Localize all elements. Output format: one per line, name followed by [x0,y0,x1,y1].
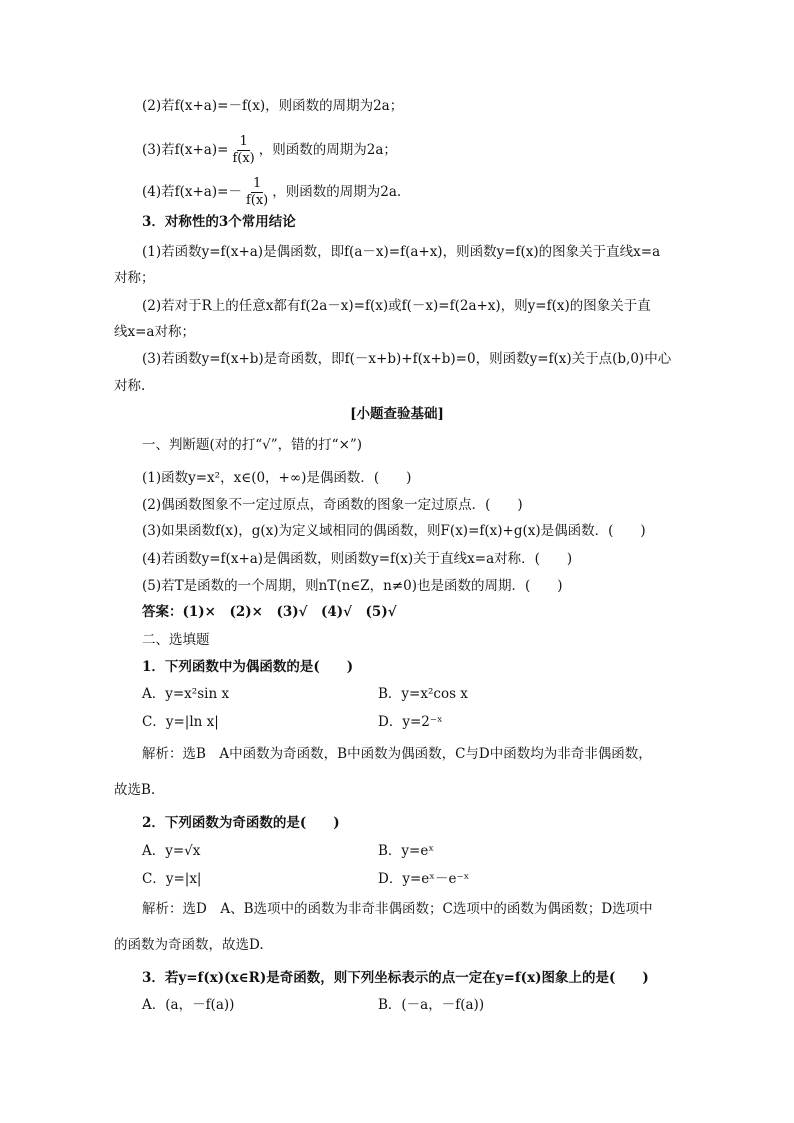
fraction-denominator: f(x) [232,151,255,166]
periodicity-item-4 [142,176,401,209]
periodicity-item-3-suffix: ，则函数的周期为2a； [258,142,397,158]
q2-option-c: C．y=|x| [142,871,202,887]
q2-option-a: A．y=√x [142,843,201,859]
q3-option-b: B．(－a，－f(a)) [378,997,485,1013]
q2-analysis-line1: 解析：选D A、B选项中的函数为非奇非偶函数；C选项中的函数为偶函数；D选项中 [142,901,653,917]
symmetry-p3-line1: (3)若函数y=f(x+b)是奇函数，即f(－x+b)+f(x+b)=0，则函数y=f(x)关于点(b,0)中心 [142,351,672,367]
q2-option-b: B．y=eˣ [378,843,435,859]
judge-answer: 答案：(1)× (2)× (3)√ (4)√ (5)√ [142,604,397,620]
q1-option-b: B．y=x²cos x [378,686,468,702]
judge-item: (1)函数y=x²，x∈(0，+∞)是偶函数．( ) [142,470,412,486]
judge-item: (4)若函数y=f(x+a)是偶函数，则函数y=f(x)关于直线x=a对称．( ) [142,551,573,567]
question-2-stem: 2．下列函数为奇函数的是( ) [142,815,340,831]
q3-option-a: A．(a，－f(a)) [142,997,235,1013]
q1-option-d: D．y=2⁻ˣ [378,714,443,730]
q1-option-c: C．y=|ln x| [142,714,219,730]
fraction-1-over-fx [244,176,270,209]
judge-item: (5)若T是函数的一个周期，则nT(n∈Z，n≠0)也是函数的周期．( ) [142,578,563,594]
q2-option-d: D．y=eˣ－e⁻ˣ [378,871,470,887]
fraction-denominator: f(x) [245,193,269,208]
question-3-stem: 3．若y=f(x)(x∈R)是奇函数，则下列坐标表示的点一定在y=f(x)图象上的是( ) [142,970,649,986]
periodicity-item-2: (2)若f(x+a)=－f(x)，则函数的周期为2a； [142,98,404,114]
periodicity-item-3-prefix: (3)若f(x+a)= [142,142,229,158]
fraction-numerator: 1 [239,134,248,149]
judge-item: (3)如果函数f(x)，g(x)为定义域相同的偶函数，则F(x)=f(x)+g(x)是偶函数．( ) [142,523,646,539]
q2-analysis-line2: 的函数为奇函数，故选D. [114,937,264,953]
periodicity-item-3 [142,134,397,167]
symmetry-heading: 3．对称性的3个常用结论 [142,214,296,230]
judge-item: (2)偶函数图象不一定过原点，奇函数的图象一定过原点．( ) [142,497,523,513]
symmetry-p1-line1: (1)若函数y=f(x+a)是偶函数，即f(a－x)=f(a+x)，则函数y=f(x)的图象关于直线x=a [142,244,661,260]
q1-analysis-line1: 解析：选B A中函数为奇函数，B中函数为偶函数，C与D中函数均为非奇非偶函数， [142,746,652,762]
periodicity-item-4-prefix: (4)若f(x+a)=－ [142,184,242,200]
q1-option-a: A．y=x²sin x [142,686,230,702]
question-1-stem: 1．下列函数中为偶函数的是( ) [142,659,354,675]
periodicity-item-4-suffix: ，则函数的周期为2a. [272,184,402,200]
symmetry-p2-line2: 线x=a对称； [114,324,195,340]
section-title: [小题查验基础] [350,406,444,422]
fraction-numerator: 1 [252,176,262,191]
q1-analysis-line2: 故选B. [114,782,156,798]
symmetry-p3-line2: 对称. [114,378,146,394]
choice-heading: 二、选填题 [142,632,210,648]
symmetry-p2-line1: (2)若对于R上的任意x都有f(2a－x)=f(x)或f(－x)=f(2a+x)，则y=f(x)的图象关于直 [142,298,651,314]
judge-heading: 一、判断题(对的打“√”，错的打“×”) [142,437,363,453]
fraction-1-over-fx [230,134,256,167]
symmetry-p1-line2: 对称； [114,270,155,286]
